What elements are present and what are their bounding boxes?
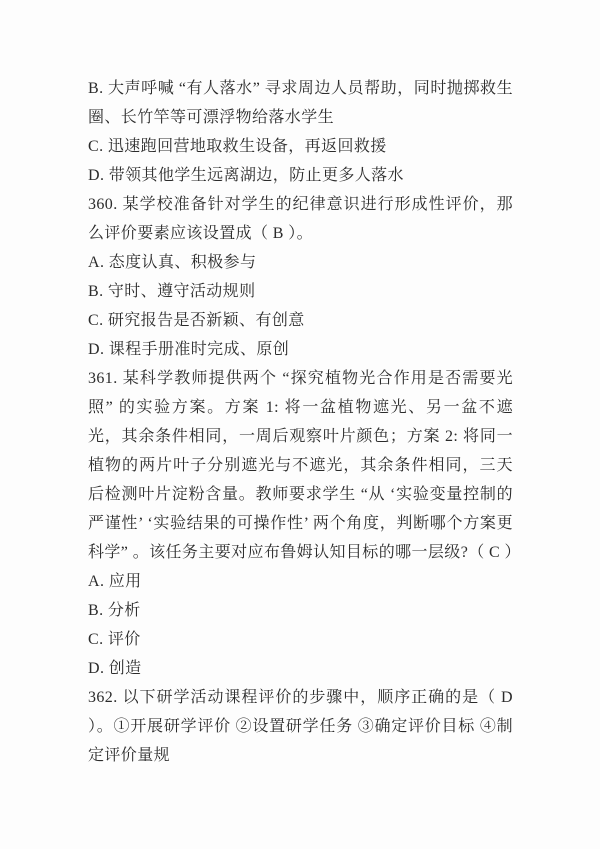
question-361-stem: 361. 某科学教师提供两个 “探究植物光合作用是否需要光照” 的实验方案。方案 1: 将一盆植物遮光、另一盆不遮光，其余条件相同，一周后观察叶片颜色；方案 2: 将同一植物的两片叶子分别遮光与不遮光，其余条件相同，三天后检测叶片淀粉含量。教师要求学生 “从 ‘实验变量控制的严谨性’ ‘实验结果的可操作性’ 两个角度，判断哪个方案更科学” 。该任务主要对应布鲁姆认知目标的哪一层级?（ C ） [88, 370, 521, 561]
question-360-stem: 360. 某学校准备针对学生的纪律意识进行形成性评价，那么评价要素应该设置成（ B ）。 [88, 196, 513, 242]
question-359-option-d: D. 带领其他学生远离湖边，防止更多人落水 [88, 167, 404, 184]
question-360-option-c: C. 研究报告是否新颖、有创意 [88, 312, 305, 329]
question-360-option-b: B. 守时、遵守活动规则 [88, 283, 256, 300]
question-362-stem: 362. 以下研学活动课程评价的步骤中，顺序正确的是（ D ）。①开展研学评价 ②设置研学任务 ③确定评价目标 ④制定评价量规 [88, 689, 513, 764]
question-361-option-a: A. 应用 [88, 573, 142, 590]
question-361-option-c: C. 评价 [88, 631, 141, 648]
question-359-option-b: B. 大声呼喊 “有人落水” 寻求周边人员帮助，同时抛掷救生圈、长竹竿等可漂浮物给落水学生 [88, 80, 513, 126]
question-359-option-c: C. 迅速跑回营地取救生设备，再返回救援 [88, 138, 387, 155]
question-360-option-a: A. 态度认真、积极参与 [88, 254, 257, 271]
question-361-option-d: D. 创造 [88, 660, 142, 677]
question-360-option-d: D. 课程手册准时完成、原创 [88, 341, 290, 358]
question-361-option-b: B. 分析 [88, 602, 141, 619]
